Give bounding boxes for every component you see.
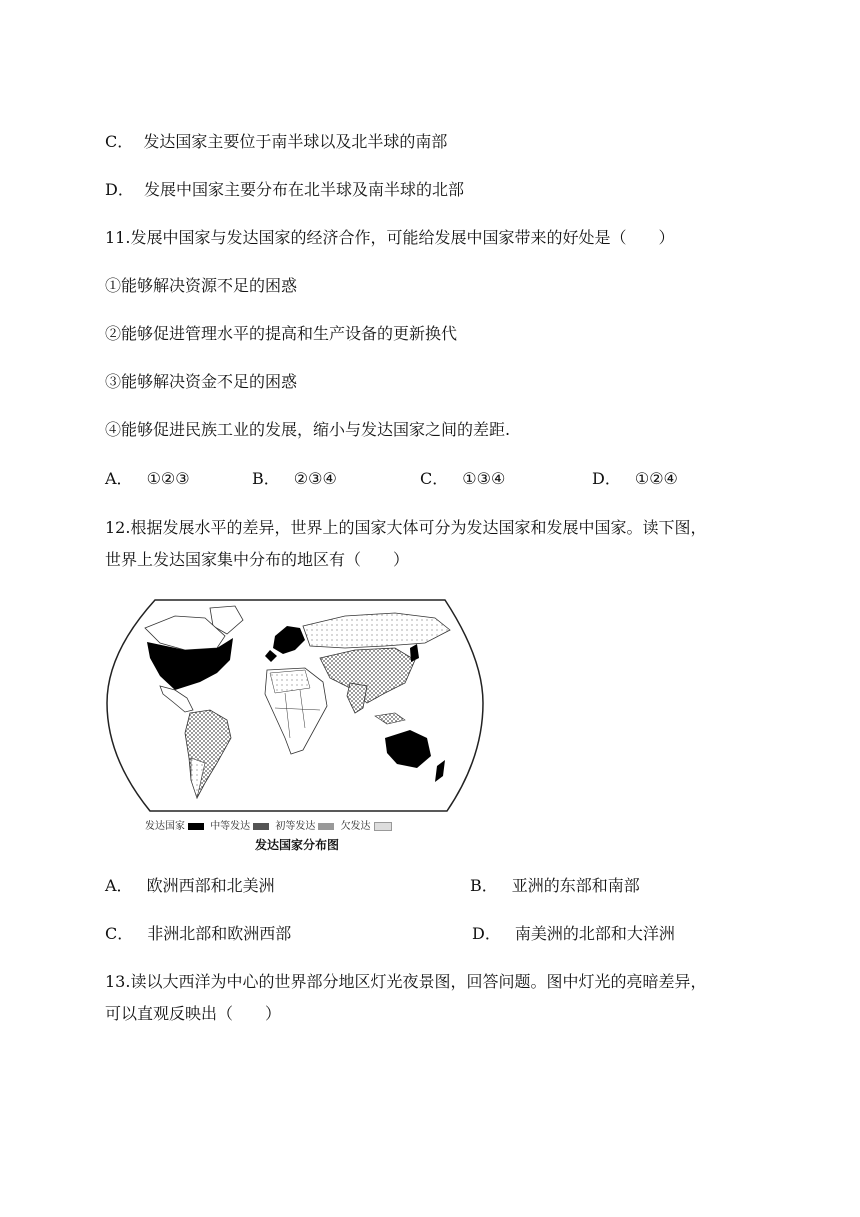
- option-label: A．: [105, 876, 133, 895]
- q13-stem-line-2: 可以直观反映出（ ）: [105, 1004, 282, 1023]
- q12-option-a: [105, 874, 275, 898]
- option-text: 发展中国家主要分布在北半球及南半球的北部: [144, 180, 465, 199]
- option-text: ②③④: [293, 469, 337, 488]
- legend-label: 初等发达: [275, 821, 316, 832]
- q11-option-a: [105, 467, 190, 491]
- option-text: 欧洲西部和北美洲: [146, 876, 275, 895]
- option-text: ①③④: [462, 469, 506, 488]
- option-text: ①②③: [146, 469, 190, 488]
- legend-swatch-developed: [188, 823, 204, 830]
- q11-option-c: [420, 467, 505, 491]
- option-label: D．: [592, 469, 621, 488]
- option-label: B．: [470, 876, 498, 895]
- option-text: ①②④: [634, 469, 678, 488]
- q12-stem-line-2: 世界上发达国家集中分布的地区有（ ）: [105, 550, 410, 569]
- q12-option-d: [472, 922, 675, 946]
- legend-label: 欠发达: [340, 821, 371, 832]
- q11-item-1: ①能够解决资源不足的困惑: [105, 276, 298, 295]
- q10-option-c: [105, 130, 447, 154]
- q11-item-3: ③能够解决资金不足的困惑: [105, 372, 298, 391]
- q11-stem: 11.发展中国家与发达国家的经济合作，可能给发展中国家带来的好处是（ ）: [105, 228, 675, 247]
- option-label: A．: [105, 469, 133, 488]
- option-label: B．: [252, 469, 280, 488]
- option-label: D．: [472, 924, 501, 943]
- q12-option-b: [470, 874, 640, 898]
- legend-label: 发达国家: [145, 821, 185, 832]
- q11-option-b: [252, 467, 337, 491]
- world-map-image: [105, 598, 485, 813]
- legend-swatch-primary: [318, 823, 334, 830]
- world-development-map: [105, 598, 485, 860]
- q12-stem-line-1: 12.根据发展水平的差异，世界上的国家大体可分为发达国家和发展中国家。读下图，: [105, 518, 707, 537]
- q11-option-d: [592, 467, 678, 491]
- q11-item-4: ④能够促进民族工业的发展，缩小与发达国家之间的差距.: [105, 420, 511, 439]
- q13-stem-line-1: 13.读以大西洋为中心的世界部分地区灯光夜景图，回答问题。图中灯光的亮暗差异，: [105, 972, 707, 991]
- map-caption: 发达国家分布图: [255, 838, 340, 852]
- option-text: 南美洲的北部和大洋洲: [514, 924, 675, 943]
- legend-swatch-underdeveloped: [374, 822, 392, 831]
- option-label: D．: [105, 180, 134, 199]
- q10-option-d: [105, 178, 464, 202]
- q11-item-2: ②能够促进管理水平的提高和生产设备的更新换代: [105, 324, 458, 343]
- option-text: 发达国家主要位于南半球以及北半球的南部: [143, 132, 448, 151]
- option-label: C．: [105, 132, 134, 151]
- map-legend: [145, 817, 395, 832]
- option-text: 亚洲的东部和南部: [511, 876, 640, 895]
- legend-swatch-medium: [253, 823, 269, 830]
- option-text: 非洲北部和欧洲西部: [147, 924, 292, 943]
- q12-option-c: [105, 922, 291, 946]
- legend-label: 中等发达: [210, 821, 251, 832]
- option-label: C．: [420, 469, 449, 488]
- option-label: C．: [105, 924, 134, 943]
